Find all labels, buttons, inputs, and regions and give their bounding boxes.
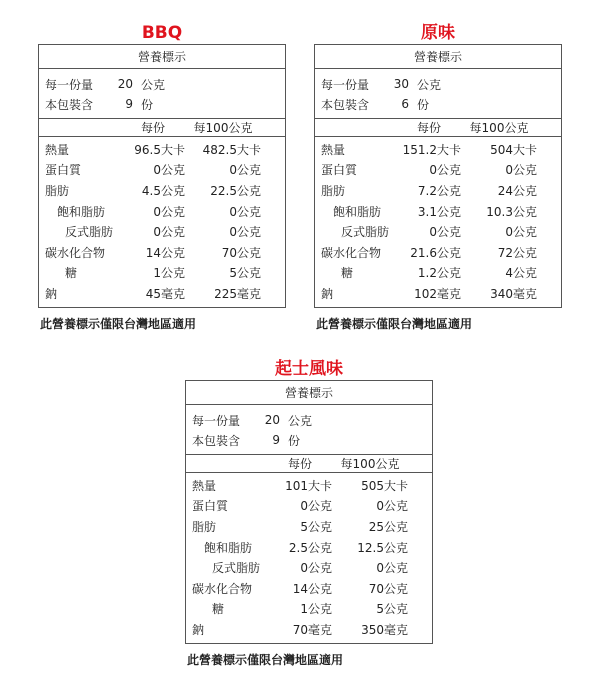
nutrient-name: 蛋白質 <box>45 163 82 178</box>
serving-size-label: 每一份量 <box>45 77 94 92</box>
per-100g-value: 0公克 <box>505 225 537 240</box>
per-100g-value: 24公克 <box>497 183 537 198</box>
serving-size-unit: 公克 <box>417 77 442 92</box>
nutrient-name: 熱量 <box>321 142 346 157</box>
sodium-row <box>186 619 432 640</box>
serving-size-row <box>315 74 561 94</box>
serving-size-value: 20 <box>117 77 133 91</box>
servings-per-pack-row <box>39 94 285 114</box>
serving-size-unit: 公克 <box>141 77 166 92</box>
per-100g-value: 0公克 <box>376 561 408 576</box>
per-serving-value: 0公克 <box>300 561 332 576</box>
per-100g-value: 505大卡 <box>361 478 408 493</box>
per-100g-value: 5公克 <box>376 602 408 617</box>
protein-row <box>186 496 432 517</box>
servings-per-pack-label: 本包裝含 <box>321 97 370 112</box>
sugar-row <box>186 599 432 620</box>
per-100g-value: 25公克 <box>368 519 408 534</box>
per-serving-value: 0公克 <box>429 163 461 178</box>
per-100g-value: 12.5公克 <box>357 540 408 555</box>
per-100g-value: 10.3公克 <box>486 204 537 219</box>
servings-per-pack-label: 本包裝含 <box>192 433 241 448</box>
per-100g-value: 0公克 <box>376 499 408 514</box>
nutrient-name: 碳水化合物 <box>321 245 382 260</box>
protein-row <box>39 160 285 181</box>
nutrition-panel-cheese <box>185 358 433 668</box>
per-serving-value: 1公克 <box>153 266 185 281</box>
table-header: 營養標示 <box>186 381 432 405</box>
nutrition-table <box>38 44 286 308</box>
per-serving-value: 21.6公克 <box>410 245 461 260</box>
column-headers <box>39 119 285 137</box>
servings-per-pack-unit: 份 <box>141 97 154 112</box>
saturated-fat-row <box>39 201 285 222</box>
per-serving-header: 每份 <box>287 457 312 471</box>
per-serving-value: 0公克 <box>153 225 185 240</box>
nutrient-name: 糖 <box>65 266 78 281</box>
per-serving-value: 0公克 <box>300 499 332 514</box>
serving-size-unit: 公克 <box>288 413 313 428</box>
nutrient-list <box>186 473 432 643</box>
table-header: 營養標示 <box>315 45 561 69</box>
per-100g-value: 70公克 <box>368 581 408 596</box>
saturated-fat-row <box>315 201 561 222</box>
nutrient-list <box>39 137 285 307</box>
per-100g-value: 72公克 <box>497 245 537 260</box>
nutrient-name: 反式脂肪 <box>341 225 390 240</box>
nutrient-name: 脂肪 <box>192 519 217 534</box>
serving-info <box>39 69 285 119</box>
saturated-fat-row <box>186 537 432 558</box>
sodium-row <box>315 283 561 304</box>
per-serving-value: 3.1公克 <box>417 204 461 219</box>
serving-info <box>315 69 561 119</box>
flavor-title: 起士風味 <box>275 359 343 379</box>
trans-fat-row <box>315 221 561 242</box>
sodium-row <box>39 283 285 304</box>
per-100g-value: 0公克 <box>229 225 261 240</box>
per-100g-value: 70公克 <box>221 245 261 260</box>
nutrient-name: 蛋白質 <box>321 163 358 178</box>
per-serving-value: 0公克 <box>153 163 185 178</box>
nutrient-name: 反式脂肪 <box>65 225 114 240</box>
servings-per-pack-value: 9 <box>272 433 280 447</box>
nutrient-name: 反式脂肪 <box>212 561 261 576</box>
per-100g-value: 0公克 <box>229 204 261 219</box>
nutrient-name: 蛋白質 <box>192 499 229 514</box>
per-serving-value: 151.2大卡 <box>402 142 461 157</box>
serving-size-row <box>186 410 432 430</box>
fat-row <box>186 516 432 537</box>
per-serving-value: 14公克 <box>292 581 332 596</box>
servings-per-pack-unit: 份 <box>288 433 301 448</box>
per-serving-header: 每份 <box>140 121 165 135</box>
table-header: 營養標示 <box>39 45 285 69</box>
nutrient-name: 鈉 <box>192 622 205 637</box>
flavor-title: BBQ <box>141 23 183 43</box>
nutrient-name: 鈉 <box>45 286 58 301</box>
column-headers <box>315 119 561 137</box>
per-serving-value: 0公克 <box>153 204 185 219</box>
serving-size-label: 每一份量 <box>192 413 241 428</box>
nutrient-name: 飽和脂肪 <box>333 204 382 219</box>
serving-size-value: 20 <box>264 413 280 427</box>
nutrient-name: 糖 <box>341 266 354 281</box>
per-serving-value: 5公克 <box>300 519 332 534</box>
calories-row <box>315 139 561 160</box>
calories-row <box>186 475 432 496</box>
per-100g-value: 22.5公克 <box>210 183 261 198</box>
per-100g-header: 每100公克 <box>469 121 529 135</box>
carbohydrate-row <box>186 578 432 599</box>
per-serving-value: 45毫克 <box>145 286 185 301</box>
per-100g-value: 4公克 <box>505 266 537 281</box>
nutrient-list <box>315 137 561 307</box>
region-footnote: 此營養標示僅限台灣地區適用 <box>187 652 344 667</box>
per-serving-value: 102毫克 <box>414 286 461 301</box>
servings-per-pack-unit: 份 <box>417 97 430 112</box>
serving-size-value: 30 <box>393 77 409 91</box>
per-serving-value: 101大卡 <box>285 478 332 493</box>
fat-row <box>39 180 285 201</box>
per-100g-value: 482.5大卡 <box>202 142 261 157</box>
nutrient-name: 鈉 <box>321 286 334 301</box>
per-serving-value: 0公克 <box>429 225 461 240</box>
servings-per-pack-row <box>186 430 432 450</box>
region-footnote: 此營養標示僅限台灣地區適用 <box>40 316 197 331</box>
per-serving-value: 2.5公克 <box>288 540 332 555</box>
nutrient-name: 碳水化合物 <box>45 245 106 260</box>
sugar-row <box>315 263 561 284</box>
nutrient-name: 脂肪 <box>45 183 70 198</box>
nutrition-table <box>185 380 433 644</box>
per-serving-header: 每份 <box>416 121 441 135</box>
nutrient-name: 飽和脂肪 <box>204 540 253 555</box>
region-footnote: 此營養標示僅限台灣地區適用 <box>316 316 473 331</box>
per-100g-header: 每100公克 <box>340 457 400 471</box>
per-100g-value: 225毫克 <box>214 286 261 301</box>
trans-fat-row <box>39 221 285 242</box>
nutrient-name: 熱量 <box>192 478 217 493</box>
per-serving-value: 4.5公克 <box>141 183 185 198</box>
sugar-row <box>39 263 285 284</box>
serving-info <box>186 405 432 455</box>
nutrient-name: 碳水化合物 <box>192 581 253 596</box>
servings-per-pack-row <box>315 94 561 114</box>
serving-size-label: 每一份量 <box>321 77 370 92</box>
nutrient-name: 熱量 <box>45 142 70 157</box>
nutrient-name: 脂肪 <box>321 183 346 198</box>
per-100g-value: 5公克 <box>229 266 261 281</box>
trans-fat-row <box>186 557 432 578</box>
nutrition-panel-bbq <box>38 22 286 332</box>
nutrition-panel-original <box>314 22 562 332</box>
per-serving-value: 1.2公克 <box>417 266 461 281</box>
per-100g-value: 0公克 <box>229 163 261 178</box>
per-serving-value: 14公克 <box>145 245 185 260</box>
per-serving-value: 96.5大卡 <box>134 142 185 157</box>
fat-row <box>315 180 561 201</box>
nutrition-table <box>314 44 562 308</box>
per-100g-value: 0公克 <box>505 163 537 178</box>
per-serving-value: 70毫克 <box>292 622 332 637</box>
per-serving-value: 7.2公克 <box>417 183 461 198</box>
carbohydrate-row <box>39 242 285 263</box>
flavor-title: 原味 <box>421 23 455 43</box>
per-100g-value: 350毫克 <box>361 622 408 637</box>
per-100g-value: 504大卡 <box>490 142 537 157</box>
servings-per-pack-value: 6 <box>401 97 409 111</box>
per-serving-value: 1公克 <box>300 602 332 617</box>
nutrient-name: 飽和脂肪 <box>57 204 106 219</box>
per-100g-header: 每100公克 <box>193 121 253 135</box>
calories-row <box>39 139 285 160</box>
serving-size-row <box>39 74 285 94</box>
per-100g-value: 340毫克 <box>490 286 537 301</box>
protein-row <box>315 160 561 181</box>
nutrient-name: 糖 <box>212 602 225 617</box>
servings-per-pack-value: 9 <box>125 97 133 111</box>
carbohydrate-row <box>315 242 561 263</box>
servings-per-pack-label: 本包裝含 <box>45 97 94 112</box>
column-headers <box>186 455 432 473</box>
